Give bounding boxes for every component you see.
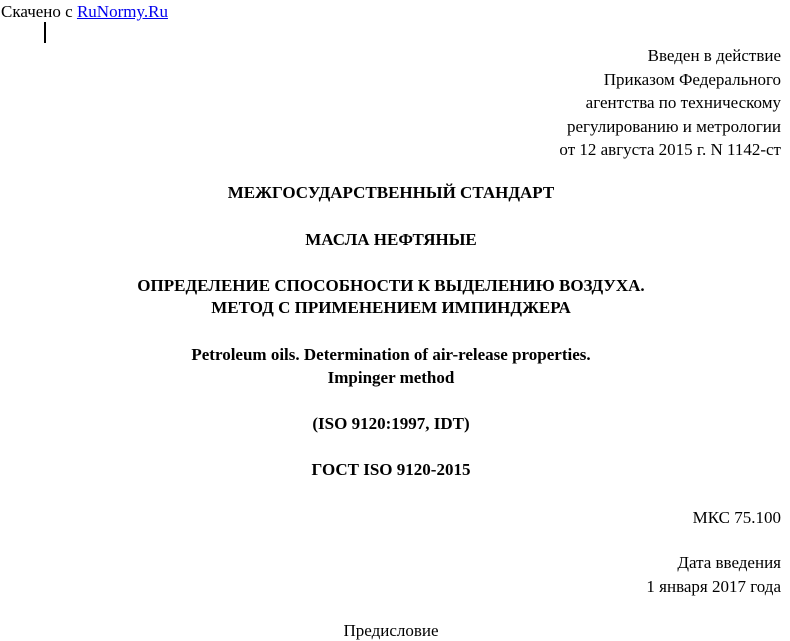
gost-number: ГОСТ ISO 9120-2015 (311, 460, 471, 479)
effective-date-block (646, 551, 781, 598)
source-link[interactable]: RuNormy.Ru (76, 2, 168, 21)
introduced-line: Приказом Федерального (603, 69, 781, 89)
effective-date-value: 1 января 2017 года (646, 576, 781, 596)
source-line (1, 2, 168, 22)
title-ru-line-1: ОПРЕДЕЛЕНИЕ СПОСОБНОСТИ К ВЫДЕЛЕНИЮ ВОЗДУХА. (137, 276, 645, 295)
standard-type: МЕЖГОСУДАРСТВЕННЫЙ СТАНДАРТ (227, 183, 555, 202)
effective-date-label: Дата введения (677, 553, 781, 572)
text-cursor (44, 22, 46, 43)
standard-subject: МАСЛА НЕФТЯНЫЕ (305, 230, 477, 249)
introduced-line: от 12 августа 2015 г. N 1142-ст (559, 140, 781, 159)
iso-reference: (ISO 9120:1997, IDT) (312, 414, 470, 433)
source-prefix: Скачено с (1, 2, 77, 21)
title-en-line-1: Petroleum oils. Determination of air-release properties. (191, 345, 591, 364)
introduced-line: регулированию и метрологии (566, 116, 781, 136)
introduced-line: Введен в действие (647, 46, 781, 65)
title-ru-line-2: МЕТОД С ПРИМЕНЕНИЕМ ИМПИНДЖЕРА (211, 298, 571, 317)
introduced-line: агентства по техническому (585, 93, 781, 112)
introduced-block (559, 44, 781, 162)
mks-code: МКС 75.100 (692, 508, 781, 527)
section-title: Предисловие (343, 621, 439, 640)
title-en-line-2: Impinger method (327, 368, 455, 387)
